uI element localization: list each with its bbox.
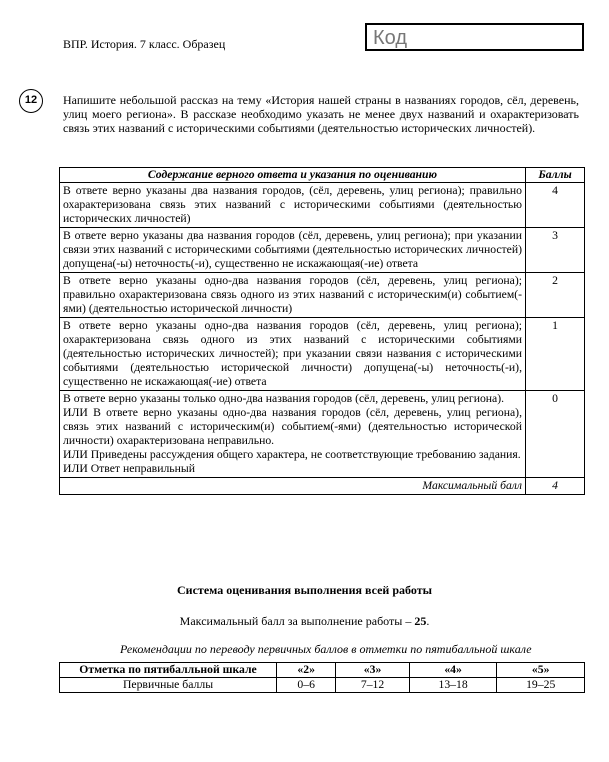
grades-header-cell: Отметка по пятибалльной шкале: [60, 663, 277, 678]
system-max-score: [0, 614, 609, 629]
grades-row: [60, 678, 585, 693]
grades-cell: 7–12: [336, 678, 409, 693]
grades-table: [59, 662, 585, 693]
zero-line: ИЛИ В ответе верно указаны одно-два названия городов (сёл, деревень, улиц региона), связь этих названий с историческим(и) событием(-ями) (деятельностью исторической личности) охарактеризована неправильно.: [63, 406, 522, 447]
zero-line: ИЛИ Приведены рассуждения общего характера, не соответствующие требованию задания.: [63, 448, 521, 461]
zero-line: В ответе верно указаны только одно-два названия городов (сёл, деревень, улиц региона).: [63, 392, 505, 405]
criteria-score: 4: [526, 183, 585, 228]
criteria-text-zero: [60, 391, 526, 478]
system-max-value: 25: [414, 614, 427, 628]
criteria-header-content: Содержание верного ответа и указания по оцениванию: [60, 168, 526, 183]
code-field[interactable]: [365, 23, 584, 51]
grades-cell: 0–6: [277, 678, 336, 693]
criteria-row: [60, 228, 585, 273]
grades-header-cell: «5»: [497, 663, 585, 678]
criteria-row-zero: [60, 391, 585, 478]
grades-header-row: [60, 663, 585, 678]
criteria-text: В ответе верно указаны одно-два названия городов (сёл, деревень, улиц региона); правильно охарактеризована связь одного из этих названий с историческим(и) событием(-ями) (деятельностью исторической личности): [60, 273, 526, 318]
max-score-value: 4: [526, 478, 585, 495]
criteria-row: [60, 273, 585, 318]
grades-cell: 13–18: [409, 678, 497, 693]
criteria-text: В ответе верно указаны два названия городов (сёл, деревень, улиц региона); при указании связи этих названий с историческими событиями (деятельностью исторических личностей) допущена(-ы) неточность(-и), существенно не искажающая(-ие) ответа: [60, 228, 526, 273]
grades-cell: Первичные баллы: [60, 678, 277, 693]
criteria-score: 0: [526, 391, 585, 478]
criteria-score: 1: [526, 318, 585, 391]
criteria-text: В ответе верно указаны одно-два названия городов (сёл, деревень, улиц региона); охарактеризована связь одного из этих названий с историческими событиями (деятельностью исторических личностей); при указании связи названия с историческими событиями (деятельностью исторической личности) допущена(-ы) неточность(-и), существенно не искажающая(-ие) ответа: [60, 318, 526, 391]
criteria-header-row: [60, 168, 585, 183]
code-label: Код: [373, 27, 408, 49]
criteria-text: В ответе верно указаны два названия городов, (сёл, деревень, улиц региона); правильно охарактеризована связь этих названий с историческими событиями (деятельностью исторических личностей): [60, 183, 526, 228]
grades-cell: 19–25: [497, 678, 585, 693]
criteria-table: [59, 167, 585, 495]
max-score-label: Максимальный балл: [60, 478, 526, 495]
criteria-max-row: [60, 478, 585, 495]
criteria-score: 2: [526, 273, 585, 318]
grades-header-cell: «2»: [277, 663, 336, 678]
task-number-badge: 12: [19, 89, 43, 113]
criteria-row: [60, 183, 585, 228]
criteria-score: 3: [526, 228, 585, 273]
grades-header-cell: «4»: [409, 663, 497, 678]
grades-header-cell: «3»: [336, 663, 409, 678]
zero-line: ИЛИ Ответ неправильный: [63, 462, 195, 475]
page-header-title: ВПР. История. 7 класс. Образец: [63, 37, 226, 51]
recommendation-text: Рекомендации по переводу первичных баллов в отметки по пятибалльной шкале: [120, 642, 532, 656]
system-max-text: Максимальный балл за выполнение работы –: [179, 614, 412, 628]
criteria-header-score: Баллы: [526, 168, 585, 183]
task-text: Напишите небольшой рассказ на тему «История нашей страны в названиях городов, сёл, деревень, улиц моего региона». В рассказе необходимо указать не менее двух названий и охарактеризовать связь этих названий с историческими событиями (деятельностью исторических личностей).: [63, 93, 579, 135]
system-max-suffix: .: [426, 614, 430, 628]
system-title: Система оценивания выполнения всей работы: [177, 583, 432, 597]
criteria-row: [60, 318, 585, 391]
